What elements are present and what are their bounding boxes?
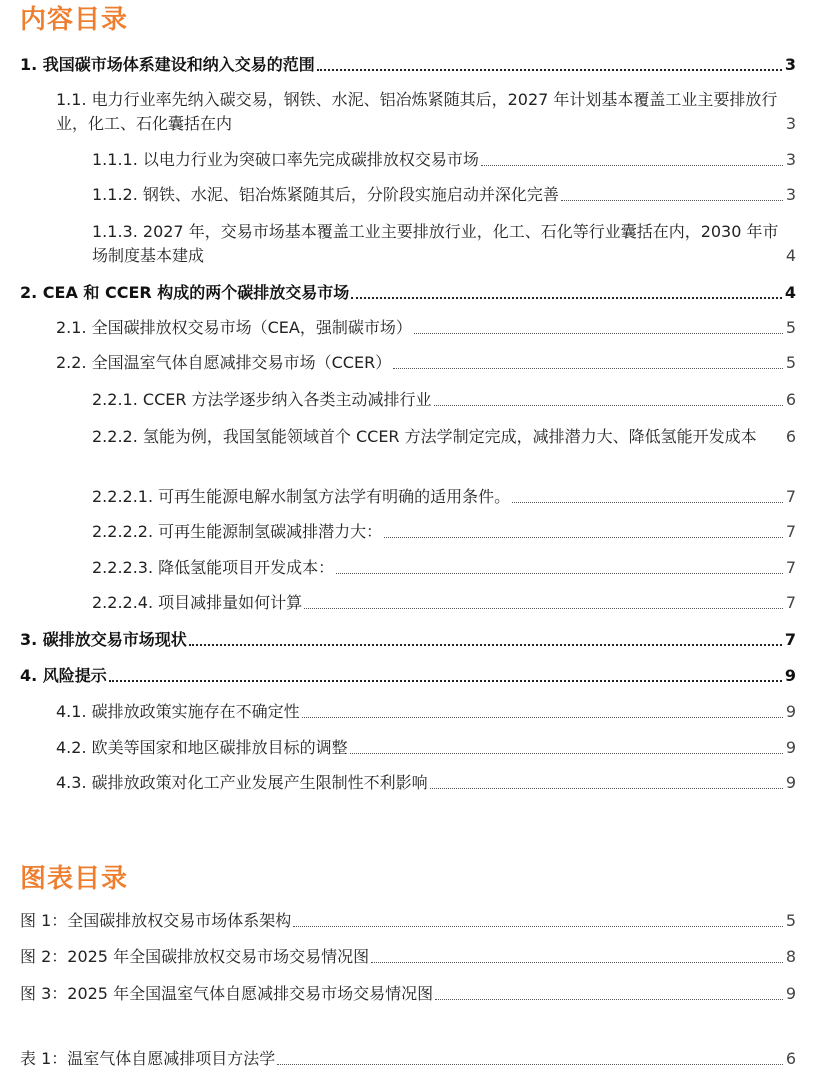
toc-entry-2-2-2-3[interactable] <box>92 556 796 580</box>
figures-heading: 图表目录 <box>20 864 129 894</box>
toc-entry-number: 2.2.2. <box>92 427 138 446</box>
toc-entry-title: 项目减排量如何计算 <box>158 593 303 612</box>
toc-entry-title: 碳排放政策实施存在不确定性 <box>91 702 300 721</box>
leader-dots <box>512 502 783 503</box>
leader-dots <box>317 69 782 71</box>
toc-entry-2-1[interactable] <box>56 316 796 340</box>
toc-entry-page: 9 <box>785 702 796 721</box>
leader-dots <box>430 788 783 789</box>
toc-entry-page: 9 <box>785 773 796 792</box>
toc-entry-page: 7 <box>784 630 796 649</box>
toc-entry-page: 9 <box>785 738 796 757</box>
toc-entry-4-2[interactable] <box>56 736 796 760</box>
leader-dots <box>435 999 783 1000</box>
table-entry-title: 表 1：温室气体自愿减排项目方法学 <box>20 1049 276 1068</box>
toc-entry-2-2-2-4[interactable] <box>92 591 796 615</box>
toc-entry-title: 风险提示 <box>42 666 107 685</box>
toc-heading: 内容目录 <box>20 5 129 35</box>
toc-entry-4-3[interactable] <box>56 771 796 795</box>
toc-entry-number: 2.2.2.1. <box>92 487 154 506</box>
toc-entry-title: 全国温室气体自愿减排交易市场（CCER） <box>91 353 392 372</box>
toc-entry-number: 4. <box>20 666 38 685</box>
leader-dots <box>384 537 783 538</box>
toc-entry-page: 6 <box>785 427 796 446</box>
toc-entry-page: 7 <box>785 522 796 541</box>
toc-entry-title: 电力行业率先纳入碳交易，钢铁、水泥、铝冶炼紧随其后，2027 年计划基本覆盖工业主要排放行业，化工、石化囊括在内 <box>56 90 778 133</box>
toc-entry-1-1-2[interactable] <box>92 183 796 207</box>
toc-entry-2-2-2-2[interactable] <box>92 520 796 544</box>
toc-entry-page: 9 <box>784 666 796 685</box>
toc-entry-page: 4 <box>784 283 796 302</box>
toc-entry-number: 2.2.2.2. <box>92 522 154 541</box>
toc-entry-title: 碳排放交易市场现状 <box>42 630 187 649</box>
leader-dots <box>304 608 783 609</box>
toc-entry-title: 全国碳排放权交易市场（CEA，强制碳市场） <box>91 318 412 337</box>
table-entry-1[interactable] <box>20 1047 796 1071</box>
toc-entry-page: 4 <box>785 246 796 265</box>
leader-dots <box>277 1064 783 1065</box>
toc-entry-1-1-3[interactable] <box>92 220 796 268</box>
toc-entry-page: 7 <box>785 593 796 612</box>
toc-entry-number: 4.2. <box>56 738 87 757</box>
toc-entry-number: 1. <box>20 55 38 74</box>
toc-entry-number: 2.2.2.3. <box>92 558 154 577</box>
leader-dots <box>293 926 783 927</box>
toc-entry-number: 2.2.2.4. <box>92 593 154 612</box>
toc-entry-2-2-1[interactable] <box>92 388 796 412</box>
toc-entry-4-1[interactable] <box>56 700 796 724</box>
toc-entry-title: 以电力行业为突破口率先完成碳排放权交易市场 <box>142 150 479 169</box>
figure-entry-page: 8 <box>785 947 796 966</box>
toc-entry-4[interactable] <box>20 664 796 688</box>
toc-entry-3[interactable] <box>20 628 796 652</box>
toc-entry-page: 3 <box>785 114 796 133</box>
toc-entry-number: 2.1. <box>56 318 87 337</box>
leader-dots <box>371 962 783 963</box>
toc-entry-page: 5 <box>785 318 796 337</box>
toc-entry-page: 7 <box>785 558 796 577</box>
toc-entry-title: 欧美等国家和地区碳排放目标的调整 <box>91 738 348 757</box>
toc-entry-title: CCER 方法学逐步纳入各类主动减排行业 <box>142 390 432 409</box>
toc-entry-title: CEA 和 CCER 构成的两个碳排放交易市场 <box>42 283 350 302</box>
toc-entry-number: 2. <box>20 283 38 302</box>
toc-entry-title: 降低氢能项目开发成本： <box>158 558 335 577</box>
toc-entry-page: 3 <box>785 150 796 169</box>
toc-entry-title: 2027 年，交易市场基本覆盖工业主要排放行业，化工、石化等行业囊括在内，2030 年市场制度基本建成 <box>92 222 779 265</box>
toc-entry-page: 7 <box>785 487 796 506</box>
leader-dots <box>481 165 783 166</box>
figure-entry-title: 图 1：全国碳排放权交易市场体系架构 <box>20 911 292 930</box>
toc-entry-number: 1.1.2. <box>92 185 138 204</box>
toc-entry-number: 4.3. <box>56 773 87 792</box>
toc-entry-2[interactable] <box>20 281 796 305</box>
toc-entry-number: 1.1.3. <box>92 222 138 241</box>
figure-entry-3[interactable] <box>20 982 796 1006</box>
leader-dots <box>109 680 782 682</box>
leader-dots <box>434 405 783 406</box>
toc-entry-title: 氢能为例，我国氢能领域首个 CCER 方法学制定完成，减排潜力大、降低氢能开发成本 <box>142 427 757 446</box>
figure-entry-page: 5 <box>785 911 796 930</box>
toc-entry-number: 1.1. <box>56 90 87 109</box>
toc-entry-page: 3 <box>784 55 796 74</box>
toc-entry-page: 3 <box>785 185 796 204</box>
leader-dots <box>393 368 783 369</box>
leader-dots <box>561 200 783 201</box>
toc-entry-number: 4.1. <box>56 702 87 721</box>
figure-entry-page: 9 <box>785 984 796 1003</box>
figure-entry-title: 图 2：2025 年全国碳排放权交易市场交易情况图 <box>20 947 370 966</box>
toc-entry-title: 碳排放政策对化工产业发展产生限制性不利影响 <box>91 773 428 792</box>
toc-entry-page: 6 <box>785 390 796 409</box>
toc-entry-title: 钢铁、水泥、铝冶炼紧随其后，分阶段实施启动并深化完善 <box>142 185 559 204</box>
toc-entry-2-2-2-1[interactable] <box>92 485 796 509</box>
toc-entry-1-1-1[interactable] <box>92 148 796 172</box>
toc-entry-2-2[interactable] <box>56 351 796 375</box>
leader-dots <box>302 717 783 718</box>
toc-entry-title: 可再生能源电解水制氢方法学有明确的适用条件。 <box>158 487 511 506</box>
toc-entry-number: 2.2.1. <box>92 390 138 409</box>
leader-dots <box>189 644 782 646</box>
leader-dots <box>336 573 783 574</box>
leader-dots <box>414 333 783 334</box>
leader-dots <box>351 297 782 299</box>
toc-entry-title: 可再生能源制氢碳减排潜力大： <box>158 522 383 541</box>
toc-entry-1[interactable] <box>20 53 796 77</box>
toc-entry-number: 1.1.1. <box>92 150 138 169</box>
leader-dots <box>350 753 783 754</box>
table-entry-page: 6 <box>785 1049 796 1068</box>
toc-entry-page: 5 <box>785 353 796 372</box>
toc-entry-number: 3. <box>20 630 38 649</box>
toc-entry-number: 2.2. <box>56 353 87 372</box>
toc-entry-title: 我国碳市场体系建设和纳入交易的范围 <box>42 55 315 74</box>
figure-entry-1[interactable] <box>20 909 796 933</box>
figure-entry-title: 图 3：2025 年全国温室气体自愿减排交易市场交易情况图 <box>20 984 434 1003</box>
toc-entry-1-1[interactable] <box>56 88 796 136</box>
figure-entry-2[interactable] <box>20 945 796 969</box>
toc-entry-2-2-2[interactable] <box>92 425 796 449</box>
